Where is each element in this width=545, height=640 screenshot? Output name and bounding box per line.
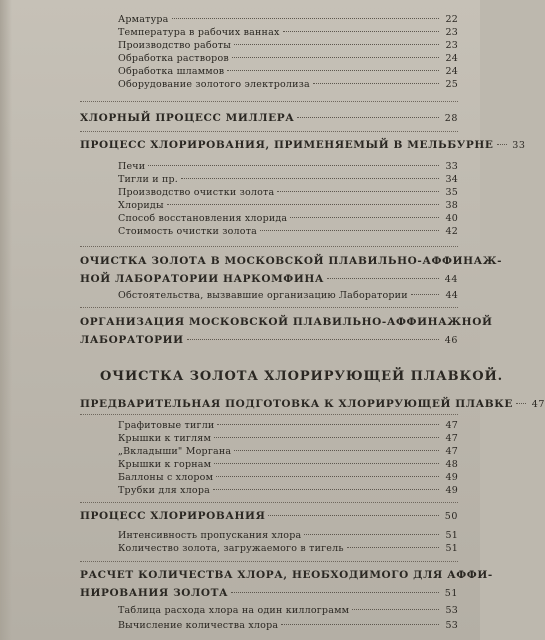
toc-entry[interactable] [118, 620, 458, 631]
section-divider [80, 101, 458, 102]
toc-entry[interactable] [118, 605, 458, 616]
leader-dots [172, 18, 439, 19]
toc-entry[interactable] [118, 213, 458, 224]
toc-entry-title: Обстоятельства, вызвавшие организацию Лаборатории [118, 290, 408, 301]
leader-dots [148, 165, 439, 166]
toc-entry-title: Трубки для хлора [118, 485, 210, 496]
leader-dots [232, 57, 439, 58]
toc-chapter-title-line1: ОРГАНИЗАЦИЯ МОСКОВСКОЙ ПЛАВИЛЬНО-АФФИНАЖНОЙ [80, 316, 493, 328]
toc-entry-title: Интенсивность пропускания хлора [118, 530, 302, 541]
toc-entry-title: Обработка растворов [118, 53, 229, 64]
leader-dots [213, 489, 439, 490]
toc-entry[interactable] [118, 200, 458, 211]
toc-entry-page: 49 [445, 485, 458, 496]
toc-entry[interactable] [118, 79, 458, 90]
toc-entry-page: 51 [445, 543, 458, 554]
toc-entry[interactable] [118, 433, 458, 444]
leader-dots [167, 204, 439, 205]
toc-entry-title: Графитовые тигли [118, 420, 215, 431]
toc-entry-page: 24 [445, 66, 458, 77]
toc-chapter-page: 44 [444, 274, 458, 285]
leader-dots [217, 424, 439, 425]
leader-dots [214, 437, 439, 438]
leader-dots [297, 117, 439, 118]
toc-entry-title: Стоимость очистки золота [118, 226, 258, 237]
leader-dots [516, 403, 526, 404]
toc-chapter-page: 46 [444, 335, 458, 346]
toc-entry-page: 47 [445, 420, 458, 431]
toc-entry[interactable] [118, 161, 458, 172]
toc-chapter-title: ХЛОРНЫЙ ПРОЦЕСС МИЛЛЕРА [80, 112, 295, 124]
toc-entry-title: Арматура [118, 14, 169, 25]
leader-dots [313, 83, 439, 84]
leader-dots [411, 294, 439, 295]
toc-entry-title: Оборудование золотого электролиза [118, 79, 310, 90]
leader-dots [281, 624, 439, 625]
section-divider [80, 246, 458, 247]
toc-chapter[interactable] [80, 313, 493, 350]
toc-entry-title: Хлориды [118, 200, 164, 211]
toc-entry-page: 42 [445, 226, 458, 237]
section-divider [80, 131, 458, 132]
leader-dots [234, 450, 439, 451]
leader-dots [304, 534, 439, 535]
toc-entry-page: 40 [445, 213, 458, 224]
toc-entry-title: „Вкладыши" Моргана [118, 446, 232, 457]
section-divider [80, 502, 458, 503]
toc-entry-page: 47 [445, 433, 458, 444]
toc-chapter-title: ПРОЦЕСС ХЛОРИРОВАНИЯ [80, 510, 266, 522]
leader-dots [231, 592, 439, 593]
toc-entry-page: 33 [445, 161, 458, 172]
toc-chapter-title: ПРЕДВАРИТЕЛЬНАЯ ПОДГОТОВКА К ХЛОРИРУЮЩЕЙ ПЛАВКЕ [80, 398, 514, 410]
toc-chapter[interactable] [80, 252, 503, 289]
toc-chapter[interactable] [80, 510, 458, 522]
toc-entry[interactable] [118, 53, 458, 64]
toc-entry[interactable] [118, 187, 458, 198]
leader-dots [352, 609, 439, 610]
toc-chapter-page: 28 [444, 113, 458, 124]
toc-entry[interactable] [118, 14, 458, 25]
toc-entry-page: 51 [445, 530, 458, 541]
toc-entry[interactable] [118, 27, 458, 38]
toc-chapter-page: 50 [444, 511, 458, 522]
toc-chapter-title-line1: РАСЧЕТ КОЛИЧЕСТВА ХЛОРА, НЕОБХОДИМОГО ДЛЯ АФФИ- [80, 569, 493, 581]
leader-dots [283, 31, 440, 32]
toc-chapter-page: 51 [444, 588, 458, 599]
leader-dots [234, 44, 439, 45]
toc-entry-title: Печи [118, 161, 146, 172]
leader-dots [216, 476, 439, 477]
toc-entry[interactable] [118, 543, 458, 554]
leader-dots [214, 463, 439, 464]
toc-entry-title: Производство очистки золота [118, 187, 275, 198]
toc-chapter-page: 33 [512, 140, 526, 151]
toc-entry-page: 35 [445, 187, 458, 198]
leader-dots [290, 217, 439, 218]
toc-entry-page: 34 [445, 174, 458, 185]
toc-chapter-title-line2: ЛАБОРАТОРИИ [80, 334, 184, 346]
section-divider [80, 414, 458, 415]
toc-chapter-title-line1: ОЧИСТКА ЗОЛОТА В МОСКОВСКОЙ ПЛАВИЛЬНО-АФФИНАЖ- [80, 255, 503, 267]
toc-chapter[interactable] [80, 566, 493, 603]
toc-entry[interactable] [118, 485, 458, 496]
leader-dots [268, 515, 439, 516]
part-title: ОЧИСТКА ЗОЛОТА ХЛОРИРУЮЩЕЙ ПЛАВКОЙ. [100, 369, 504, 384]
toc-chapter[interactable] [80, 398, 545, 410]
toc-chapter-page: 47 [531, 399, 545, 410]
toc-entry-title: Температура в рабочих ваннах [118, 27, 280, 38]
toc-entry-page: 23 [445, 27, 458, 38]
toc-entry-title: Вычисление количества хлора [118, 620, 279, 631]
toc-chapter-title-line2: НОЙ ЛАБОРАТОРИИ НАРКОМФИНА [80, 273, 325, 285]
leader-dots [497, 144, 507, 145]
toc-entry-title: Таблица расхода хлора на один киллограмм [118, 605, 350, 616]
toc-entry[interactable] [118, 174, 458, 185]
toc-entry-page: 44 [445, 290, 458, 301]
toc-entry[interactable] [118, 420, 458, 431]
toc-entry-title: Количество золота, загружаемого в тигель [118, 543, 344, 554]
leader-dots [260, 230, 439, 231]
toc-entry-page: 38 [445, 200, 458, 211]
section-divider [80, 561, 458, 562]
toc-entry-title: Способ восстановления хлорида [118, 213, 288, 224]
toc-entry-page: 25 [445, 79, 458, 90]
leader-dots [347, 547, 439, 548]
toc-entry-title: Тигли и пр. [118, 174, 179, 185]
toc-entry-page: 24 [445, 53, 458, 64]
toc-entry-page: 22 [445, 14, 458, 25]
toc-entry-title: Баллоны с хлором [118, 472, 214, 483]
toc-chapter-title-line2: НИРОВАНИЯ ЗОЛОТА [80, 587, 229, 599]
toc-entry-page: 48 [445, 459, 458, 470]
leader-dots [181, 178, 439, 179]
toc-entry[interactable] [118, 40, 458, 51]
toc-entry-page: 49 [445, 472, 458, 483]
section-divider [80, 307, 458, 308]
leader-dots [187, 339, 439, 340]
toc-entry[interactable] [118, 66, 458, 77]
leader-dots [327, 278, 439, 279]
toc-entry-title: Крышки к тиглям [118, 433, 212, 444]
toc-entry[interactable] [118, 530, 458, 541]
toc-chapter-title: ПРОЦЕСС ХЛОРИРОВАНИЯ, ПРИМЕНЯЕМЫЙ В МЕЛЬБУРНЕ [80, 139, 494, 151]
leader-dots [277, 191, 439, 192]
toc-entry[interactable] [118, 446, 458, 457]
toc-entry-page: 47 [445, 446, 458, 457]
toc-entry[interactable] [118, 472, 458, 483]
toc-entry-title: Обработка шламмов [118, 66, 225, 77]
toc-entry[interactable] [118, 226, 458, 237]
toc-chapter[interactable] [80, 139, 526, 151]
toc-entry[interactable] [118, 290, 458, 301]
leader-dots [227, 70, 439, 71]
toc-entry-title: Производство работы [118, 40, 231, 51]
toc-entry-title: Крышки к горнам [118, 459, 212, 470]
toc-entry-page: 23 [445, 40, 458, 51]
toc-entry[interactable] [118, 459, 458, 470]
toc-chapter[interactable] [80, 112, 458, 124]
toc-entry-page: 53 [445, 620, 458, 631]
toc-entry-page: 53 [445, 605, 458, 616]
